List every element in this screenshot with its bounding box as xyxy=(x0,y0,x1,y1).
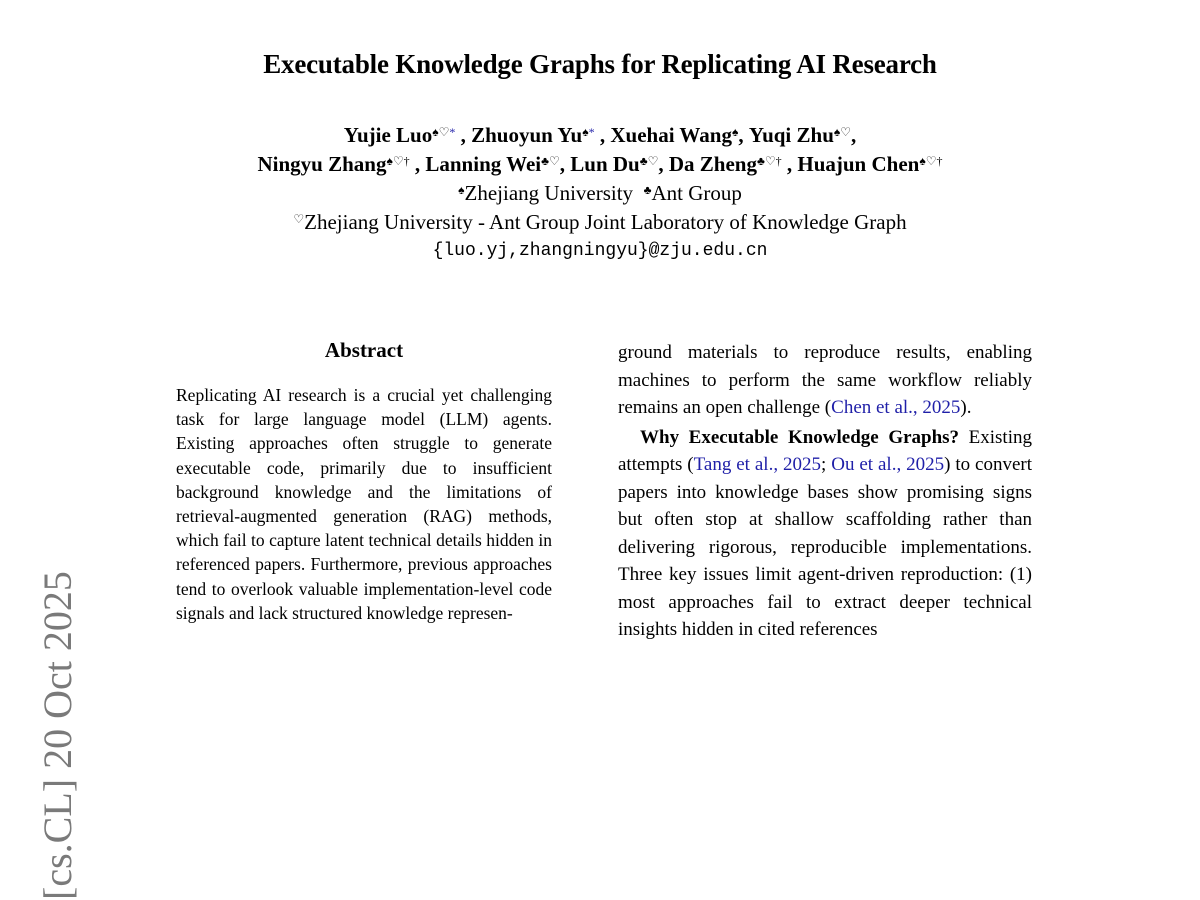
paragraph-text: ) to convert papers into knowledge bases show promising signs but often stop at shallow scaffolding rather than delivering rigorous, reproducible implementations. Three key issues limit agent-driven reproduction: (1) most approaches fail to extract deeper technical insights hidden in cited references xyxy=(618,454,1033,640)
paragraph-text: ground materials to reproduce results, enabling machines to perform the same workflow reliably remains an open challenge ( xyxy=(618,342,1032,418)
author-marks: ♠ xyxy=(731,125,739,139)
author-marks: ♠♡† xyxy=(386,154,410,168)
paragraph-1 xyxy=(618,339,1032,422)
author-note: * xyxy=(449,125,456,139)
author-marks: ♣♡ xyxy=(541,154,560,168)
author-name: Zhuoyun Yu xyxy=(471,123,583,147)
paragraph-2 xyxy=(618,424,1032,644)
email: {luo.yj,zhangningyu}@zju.edu.cn xyxy=(432,241,768,261)
author-marks: ♠♡ xyxy=(432,125,450,139)
authors-line-1: Yujie Luo♠♡* , Zhuoyun Yu♠* , Xuehai Wang♠, Yuqi Zhu♠♡, xyxy=(343,123,857,147)
authors-line-2: Ningyu Zhang♠♡† , Lanning Wei♣♡, Lun Du♣♡, Da Zheng♣♡† , Huajun Chen♠♡† xyxy=(257,152,943,176)
author-name: Da Zheng xyxy=(668,152,757,176)
arxiv-stamp-container xyxy=(30,400,80,900)
affiliation-line-2 xyxy=(0,208,1200,237)
paragraph-heading: Why Executable Knowledge Graphs? xyxy=(640,426,960,448)
arxiv-stamp: [cs.CL] 20 Oct 2025 xyxy=(35,571,80,900)
author-marks: ♠ xyxy=(582,125,589,139)
author-marks: ♣♡† xyxy=(756,154,782,168)
citation-link[interactable]: Tang et al., 2025 xyxy=(693,454,822,475)
citation-link[interactable]: Chen et al., 2025 xyxy=(831,397,961,418)
author-name: Xuehai Wang xyxy=(610,123,732,147)
author-note: * xyxy=(588,125,595,139)
affiliation-mark: ♡ xyxy=(293,212,305,226)
abstract-heading: Abstract xyxy=(324,338,404,362)
paragraph-text: ). xyxy=(960,397,972,418)
abstract-text: Replicating AI research is a crucial yet challenging task for large language model (LLM) agents. Existing approaches often struggle to generate executable code, primarily due to insufficient background knowledge and the limitations of retrieval-augmented generation (RAG) methods, which fail to capture latent technical details hidden in referenced papers. Furthermore, previous approaches tend to overlook valuable implementation-level code signals and lack structured knowledge represen- xyxy=(176,385,552,623)
author-name: Ningyu Zhang xyxy=(257,152,387,176)
author-name: Yujie Luo xyxy=(343,123,433,147)
author-name: Yuqi Zhu xyxy=(748,123,834,147)
author-marks: ♠♡† xyxy=(919,154,943,168)
paragraph-text: ; xyxy=(821,454,832,475)
paragraph-text: Existing attempts ( xyxy=(618,426,1032,475)
author-name: Lanning Wei xyxy=(425,152,542,176)
affiliation-mark: ♣ xyxy=(643,183,652,197)
author-block xyxy=(0,121,1200,266)
author-marks: ♠♡ xyxy=(833,125,852,139)
affiliation-line-1 xyxy=(0,179,1200,208)
author-marks: ♣♡ xyxy=(639,154,659,168)
paper-title: Executable Knowledge Graphs for Replicating AI Research xyxy=(263,49,937,79)
citation-link[interactable]: Ou et al., 2025 xyxy=(831,454,945,475)
author-name: Lun Du xyxy=(570,152,640,176)
right-column xyxy=(618,339,1032,644)
affiliation-joint-lab: Zhejiang University - Ant Group Joint Laboratory of Knowledge Graph xyxy=(304,210,907,234)
author-name: Huajun Chen xyxy=(797,152,920,176)
affiliation-mark: ♠ xyxy=(458,183,465,197)
affiliation-ant: Ant Group xyxy=(651,181,742,205)
affiliation-zju: Zhejiang University xyxy=(464,181,634,205)
